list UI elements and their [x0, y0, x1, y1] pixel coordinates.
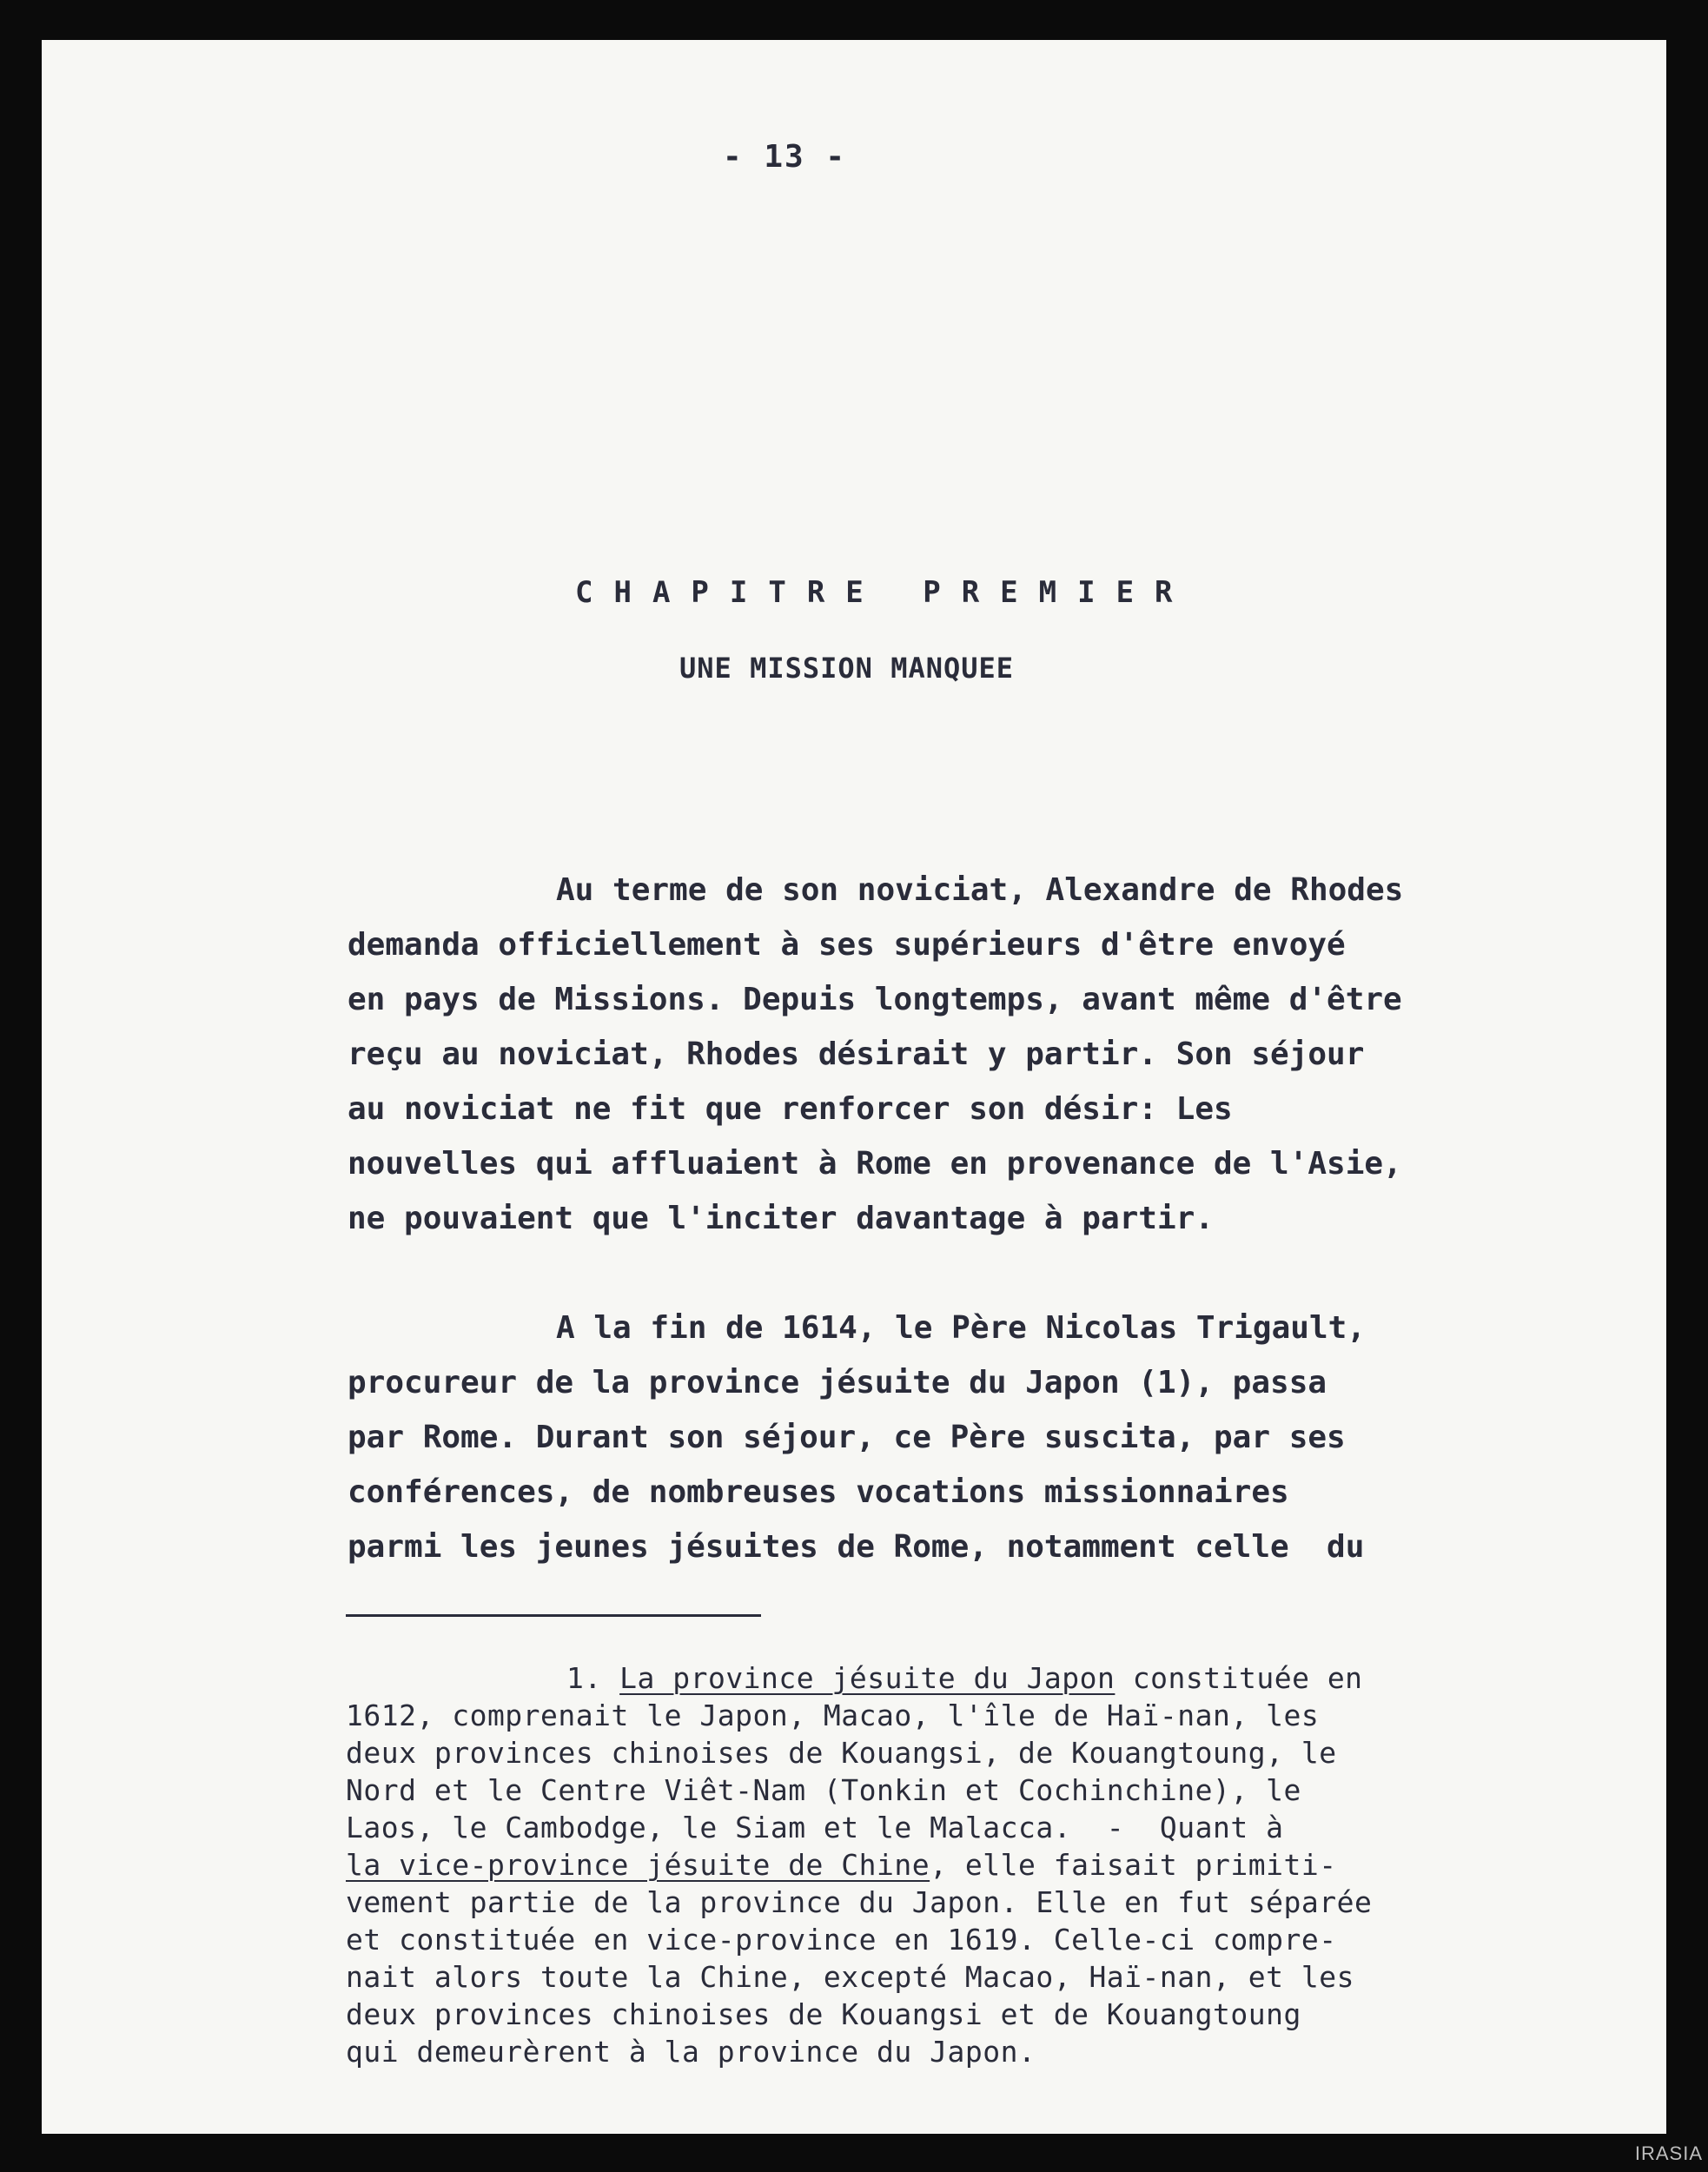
paragraph-1-line-2: demanda officiellement à ses supérieurs d'être envoyé — [348, 927, 1346, 963]
footnote-line-2: 1612, comprenait le Japon, Macao, l'île de Haï-nan, les — [346, 1699, 1320, 1732]
footnote-line-6-rest: , elle faisait primiti- — [930, 1848, 1337, 1882]
footnote-line-1-rest: constituée en — [1115, 1661, 1363, 1695]
paragraph-2-line-1: A la fin de 1614, le Père Nicolas Trigault, — [556, 1310, 1366, 1346]
paragraph-2-line-3: par Rome. Durant son séjour, ce Père suscita, par ses — [348, 1420, 1346, 1455]
paragraph-1-line-3: en pays de Missions. Depuis longtemps, avant même d'être — [348, 982, 1402, 1017]
footnote-number: 1. — [566, 1661, 620, 1695]
paragraph-1-line-6: nouvelles qui affluaient à Rome en provenance de l'Asie, — [348, 1146, 1402, 1182]
paragraph-1-line-4: reçu au noviciat, Rhodes désirait y partir. Son séjour — [348, 1036, 1365, 1072]
chapter-subtitle: UNE MISSION MANQUEE — [679, 652, 1015, 685]
paragraph-1-line-1: Au terme de son noviciat, Alexandre de Rhodes — [556, 872, 1404, 908]
footnote-line-9: nait alors toute la Chine, excepté Macao, Haï-nan, et les — [346, 1960, 1354, 1994]
footnote-line-3: deux provinces chinoises de Kouangsi, de Kouangtoung, le — [346, 1736, 1337, 1770]
paragraph-2-line-2: procureur de la province jésuite du Japon (1), passa — [348, 1365, 1327, 1401]
chapter-title: CHAPITRE PREMIER — [575, 575, 1194, 610]
footnote-line-8: et constituée en vice-province en 1619. Celle-ci compre- — [346, 1923, 1337, 1957]
footnote-separator — [346, 1614, 761, 1617]
footnote-line-11: qui demeurèrent à la province du Japon. — [346, 2035, 1036, 2069]
footnote-line-5: Laos, le Cambodge, le Siam et le Malacca. - Quant à — [346, 1811, 1284, 1844]
footnote-line-1 — [566, 1661, 1363, 1695]
footnote-line-7: vement partie de la province du Japon. Elle en fut séparée — [346, 1885, 1373, 1919]
paragraph-2-line-4: conférences, de nombreuses vocations missionnaires — [348, 1474, 1289, 1510]
page-number: - 13 - — [723, 139, 847, 175]
footnote-line-6 — [346, 1848, 1337, 1882]
paragraph-1-line-5: au noviciat ne fit que renforcer son désir: Les — [348, 1091, 1233, 1127]
watermark: IRASIA — [1634, 2142, 1703, 2164]
paragraph-2-line-5: parmi les jeunes jésuites de Rome, notamment celle du — [348, 1529, 1365, 1565]
footnote-line-4: Nord et le Centre Viêt-Nam (Tonkin et Cochinchine), le — [346, 1773, 1301, 1807]
footnote-underlined-term-1: La province jésuite du Japon — [619, 1661, 1115, 1695]
footnote-line-10: deux provinces chinoises de Kouangsi et de Kouangtoung — [346, 1997, 1301, 2031]
paragraph-1-line-7: ne pouvaient que l'inciter davantage à partir. — [348, 1201, 1214, 1236]
footnote-underlined-term-2: la vice-province jésuite de Chine — [346, 1848, 930, 1882]
